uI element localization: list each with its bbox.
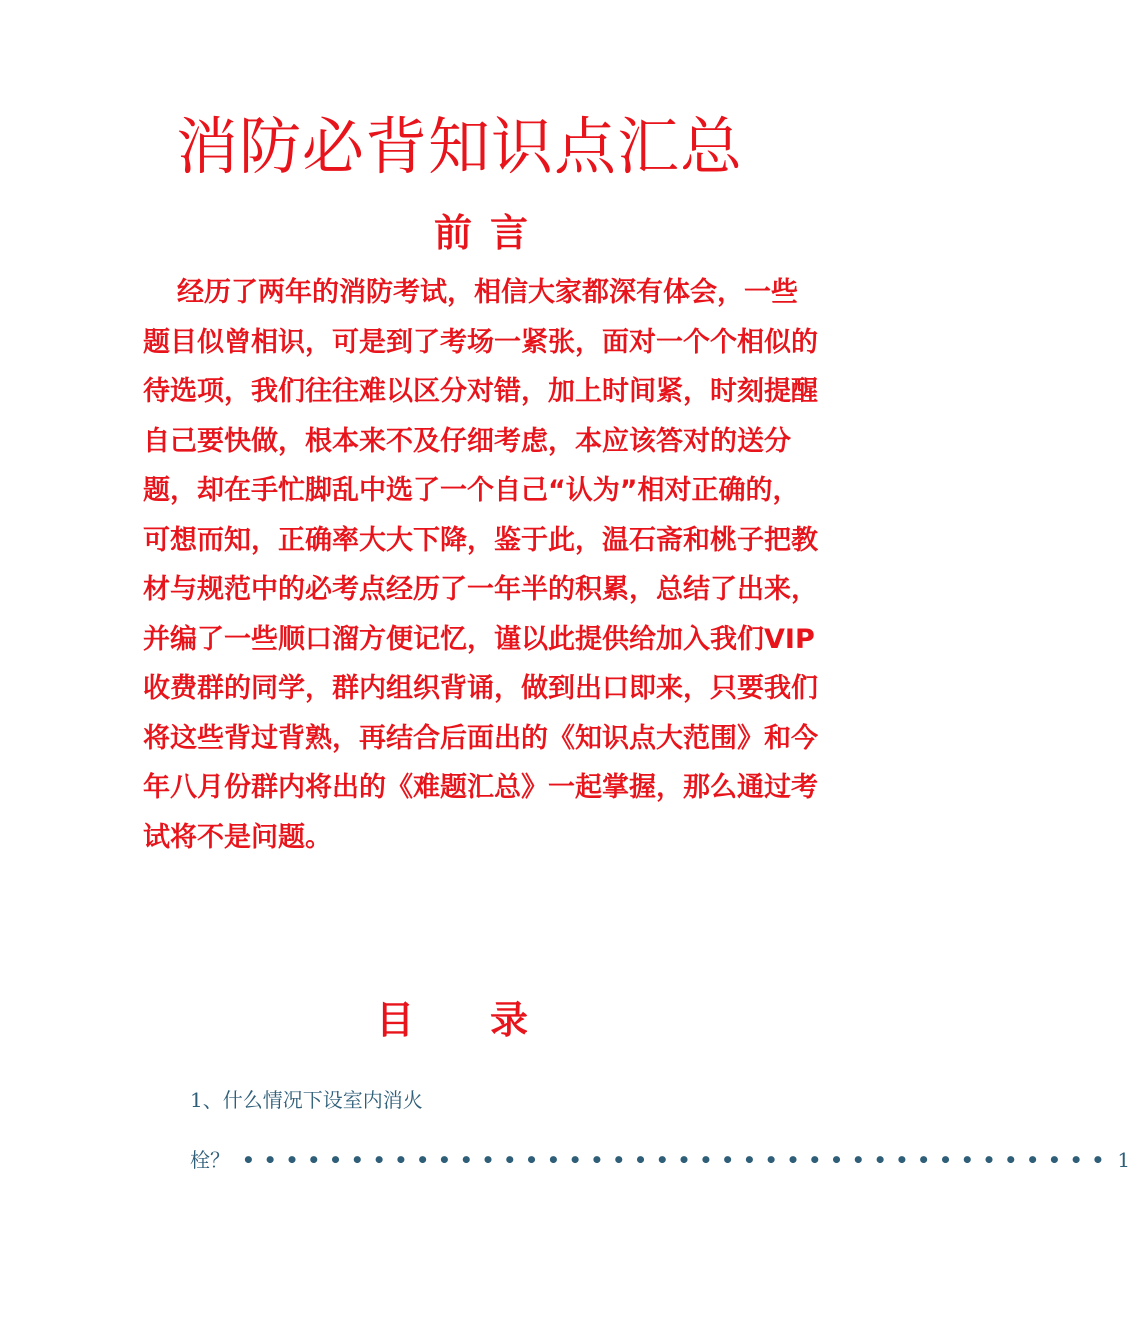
preface-heading: 前言 (433, 211, 546, 255)
toc-item-title[interactable]: 1、什么情况下设室内消火 (190, 1088, 423, 1112)
toc-page-number: 1 (1117, 1148, 1130, 1172)
document-title: 消防必背知识点汇总 (176, 110, 744, 183)
toc-item-continuation[interactable] (190, 1144, 1130, 1176)
toc-dot-leader: •••••••••••••••••••••••••••••••••••••••• (242, 1148, 1114, 1172)
toc-item-title-end: 栓？ (190, 1148, 230, 1172)
toc-heading: 目录 (375, 998, 604, 1042)
preface-body: 经历了两年的消防考试，相信大家都深有体会，一些题目似曾相识，可是到了考场一紧张，面对一个个相似的待选项，我们往往难以区分对错，加上时间紧，时刻提醒自己要快做，根本来不及仔细考虑，本应该答对的送分题，却在手忙脚乱中选了一个自己“认为”相对正确的，可想而知，正确率大大下降，鉴于此，温石斋和桃子把教材与规范中的必考点经历了一年半的积累，总结了出来，并编了一些顺口溜方便记忆，谨以此提供给加入我们VIP收费群的同学，群内组织背诵，做到出口即来，只要我们将这些背过背熟，再结合后面出的《知识点大范围》和今年八月份群内将出的《难题汇总》一起掌握，那么通过考试将不是问题。 (143, 277, 818, 853)
